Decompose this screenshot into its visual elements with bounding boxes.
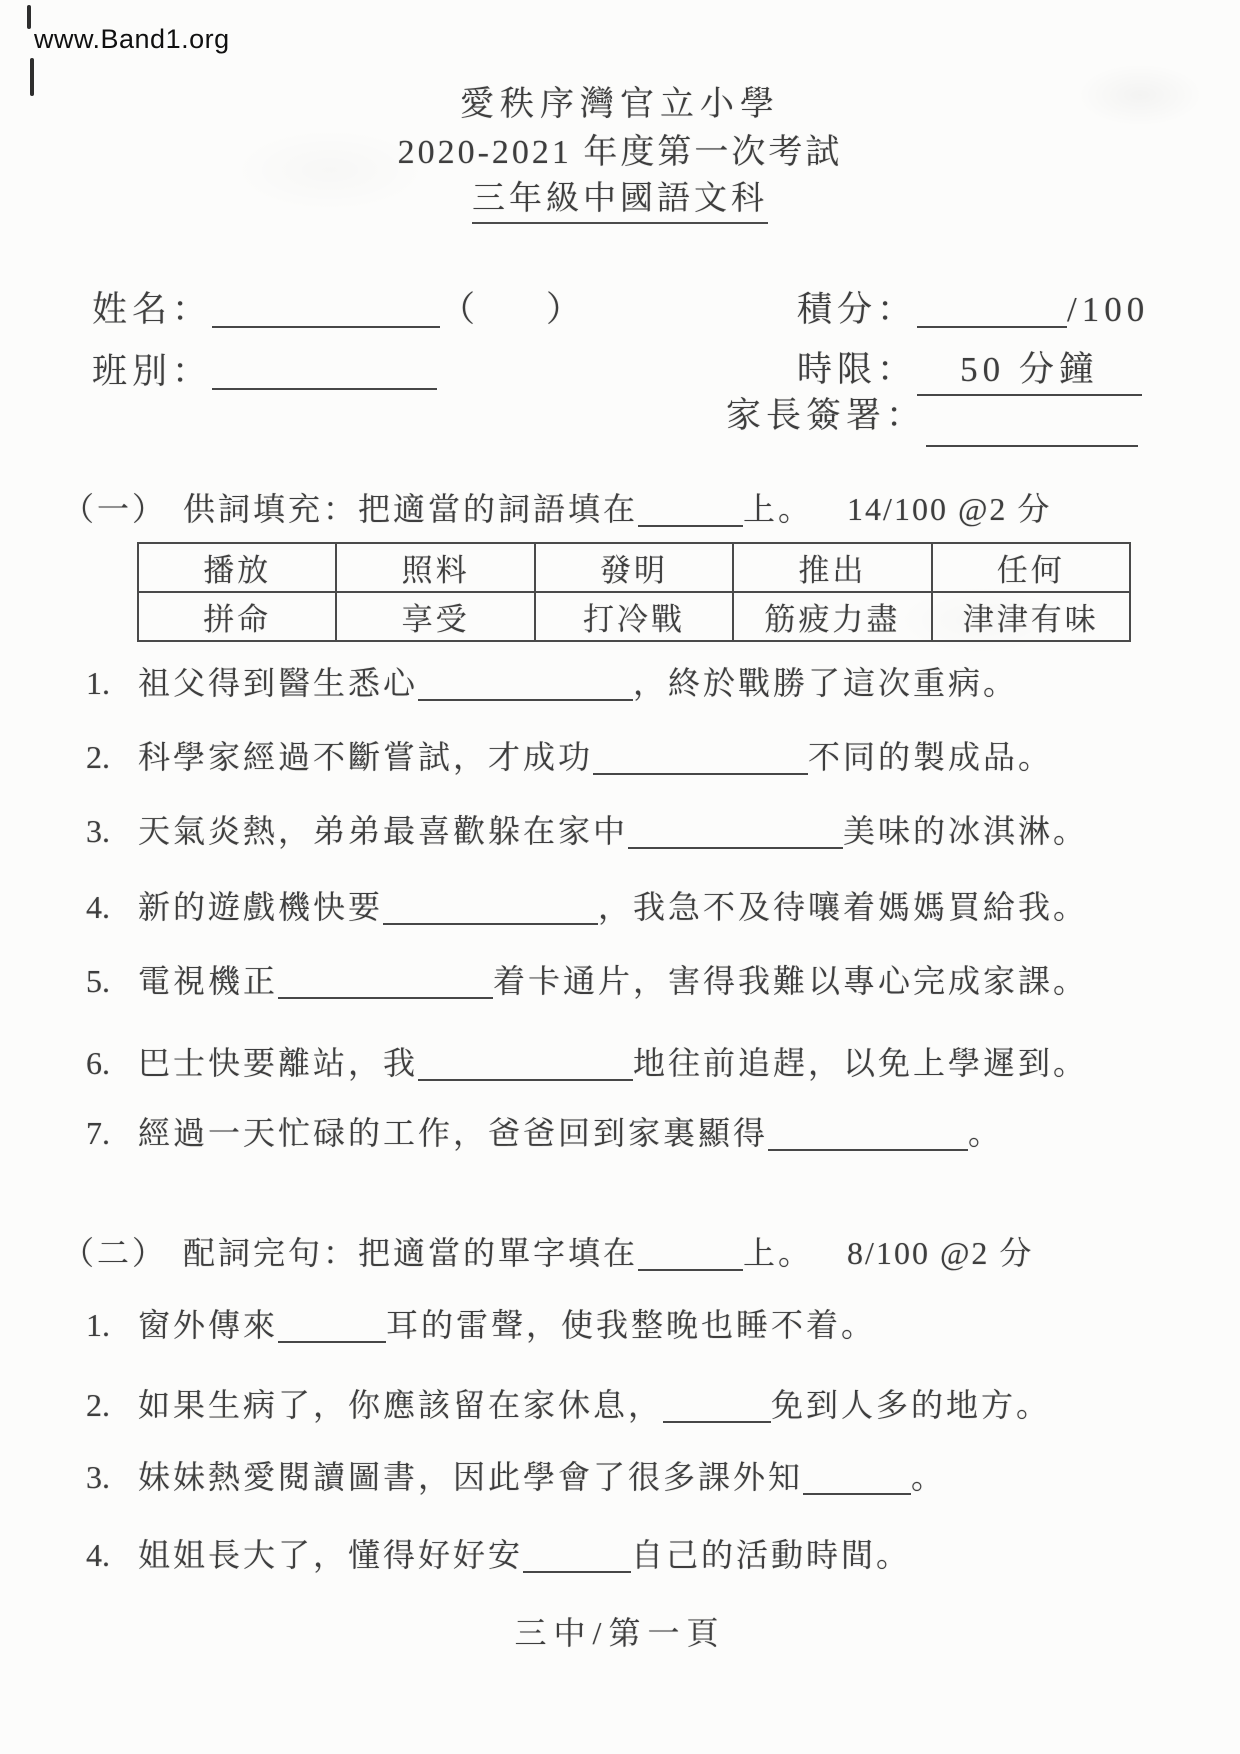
watermark-url: www.Band1.org: [34, 24, 230, 54]
score-blank: [917, 296, 1067, 328]
answer-blank: [593, 743, 808, 775]
question-text-pre: 巴士快要離站，我: [138, 1045, 419, 1081]
word-bank-table: [137, 542, 1131, 642]
class-row: [92, 344, 437, 394]
section2-instruction: 配詞完句：把適當的單字填在: [183, 1235, 639, 1271]
section1-heading: [62, 484, 1051, 530]
section1-heading-blank: [638, 495, 743, 527]
question-text-pre: 祖父得到醫生悉心: [138, 665, 419, 701]
section2-score: 8/100 @2 分: [847, 1235, 1034, 1271]
class-number-paren-open: （: [440, 290, 481, 329]
word-bank-row: [138, 592, 1130, 641]
question-number: 6.: [86, 1045, 110, 1081]
section2-instruction-end: 上。: [743, 1235, 814, 1271]
section2-heading-blank: [638, 1239, 743, 1271]
word-bank-cell: 播放: [138, 543, 336, 592]
page-footer: 三中/第一頁: [514, 1615, 726, 1651]
word-bank-row: [138, 543, 1130, 592]
parent-signature-blank: [926, 415, 1138, 447]
question-number: 7.: [86, 1115, 110, 1151]
question-text-pre: 如果生病了，你應該留在家休息，: [138, 1387, 664, 1423]
section2-marker: （二）: [62, 1235, 168, 1271]
question-number: 5.: [86, 963, 110, 999]
question-text-pre: 電視機正: [138, 963, 279, 999]
time-limit-value: 50 分鐘: [917, 342, 1142, 396]
score-row: [797, 282, 1149, 332]
word-bank-cell: 推出: [733, 543, 931, 592]
answer-blank: [768, 1119, 968, 1151]
answer-blank: [523, 1541, 631, 1573]
question-text-post: 美味的冰淇淋。: [843, 813, 1089, 849]
question-number: 3.: [86, 1459, 110, 1495]
question-number: 1.: [86, 1307, 110, 1343]
answer-blank: [383, 893, 598, 925]
question-row: [86, 658, 1226, 704]
question-text-post: ，我急不及待嚷着媽媽買給我。: [598, 889, 1089, 925]
question-number: 2.: [86, 739, 110, 775]
question-text-pre: 新的遊戲機快要: [138, 889, 384, 925]
question-number: 3.: [86, 813, 110, 849]
word-bank-cell: 拼命: [138, 592, 336, 641]
school-name: 愛秩序灣官立小學: [460, 86, 780, 123]
question-text-post: 。: [911, 1459, 947, 1495]
word-bank-cell: 津津有味: [932, 592, 1130, 641]
question-text-post: 着卡通片，害得我難以專心完成家課。: [493, 963, 1089, 999]
section1-marker: （一）: [62, 491, 168, 527]
question-text-pre: 姐姐長大了，懂得好好安: [138, 1537, 524, 1573]
word-bank-cell: 享受: [336, 592, 534, 641]
question-text-post: ，終於戰勝了這次重病。: [633, 665, 1019, 701]
section1-instruction: 供詞填充：把適當的詞語填在: [183, 491, 639, 527]
word-bank-cell: 發明: [535, 543, 733, 592]
question-text-pre: 妹妹熱愛閱讀圖書，因此學會了很多課外知: [138, 1459, 804, 1495]
question-number: 4.: [86, 1537, 110, 1573]
name-label: 姓名：: [92, 290, 213, 329]
answer-blank: [663, 1391, 771, 1423]
question-row: [86, 732, 1226, 778]
question-row: [86, 1108, 1226, 1154]
subject-title: 三年級中國語文科: [472, 181, 768, 224]
question-row: [86, 1380, 1226, 1426]
question-text-pre: 窗外傳來: [138, 1307, 279, 1343]
section1-instruction-end: 上。: [743, 491, 814, 527]
name-row: [92, 282, 586, 332]
section1-score: 14/100 @2 分: [847, 491, 1052, 527]
question-row: [86, 1530, 1226, 1576]
answer-blank: [278, 967, 493, 999]
word-bank-cell: 任何: [932, 543, 1130, 592]
class-number-paren-close: ）: [546, 290, 587, 329]
section2-heading: [62, 1228, 1033, 1274]
question-text-pre: 經過一天忙碌的工作，爸爸回到家裏顯得: [138, 1115, 769, 1151]
answer-blank: [418, 1049, 633, 1081]
question-text-pre: 科學家經過不斷嘗試，才成功: [138, 739, 594, 775]
answer-blank: [803, 1463, 911, 1495]
score-denominator: /100: [1067, 290, 1150, 329]
question-number: 1.: [86, 665, 110, 701]
question-text-post: 不同的製成品。: [808, 739, 1054, 775]
question-text-post: 自己的活動時間。: [631, 1537, 912, 1573]
scan-edge-mark: [27, 5, 31, 29]
word-bank-cell: 筋疲力盡: [733, 592, 931, 641]
question-row: [86, 1038, 1226, 1084]
class-label: 班別：: [92, 352, 213, 391]
question-row: [86, 806, 1226, 852]
question-text-post: 地往前追趕，以免上學遲到。: [633, 1045, 1089, 1081]
question-text-post: 。: [968, 1115, 1004, 1151]
word-bank-cell: 照料: [336, 543, 534, 592]
question-row: [86, 1452, 1226, 1498]
answer-blank: [418, 669, 633, 701]
subject-title-line: [0, 172, 1240, 219]
answer-blank: [278, 1311, 386, 1343]
word-bank-cell: 打冷戰: [535, 592, 733, 641]
answer-blank: [628, 817, 843, 849]
time-limit-label: 時限：: [797, 350, 918, 389]
question-text-post: 耳的雷聲，使我整晚也睡不着。: [386, 1307, 877, 1343]
parent-signature-row: [726, 388, 1138, 447]
name-blank: [212, 296, 440, 328]
parent-signature-label: 家長簽署：: [726, 396, 927, 435]
question-text-post: 免到人多的地方。: [771, 1387, 1052, 1423]
question-row: [86, 1300, 1226, 1346]
question-row: [86, 956, 1226, 1002]
score-label: 積分：: [797, 290, 918, 329]
question-number: 4.: [86, 889, 110, 925]
question-text-pre: 天氣炎熱，弟弟最喜歡躲在家中: [138, 813, 629, 849]
exam-title: 2020-2021 年度第一次考試: [397, 134, 843, 171]
class-blank: [212, 358, 437, 390]
question-row: [86, 882, 1226, 928]
question-number: 2.: [86, 1387, 110, 1423]
